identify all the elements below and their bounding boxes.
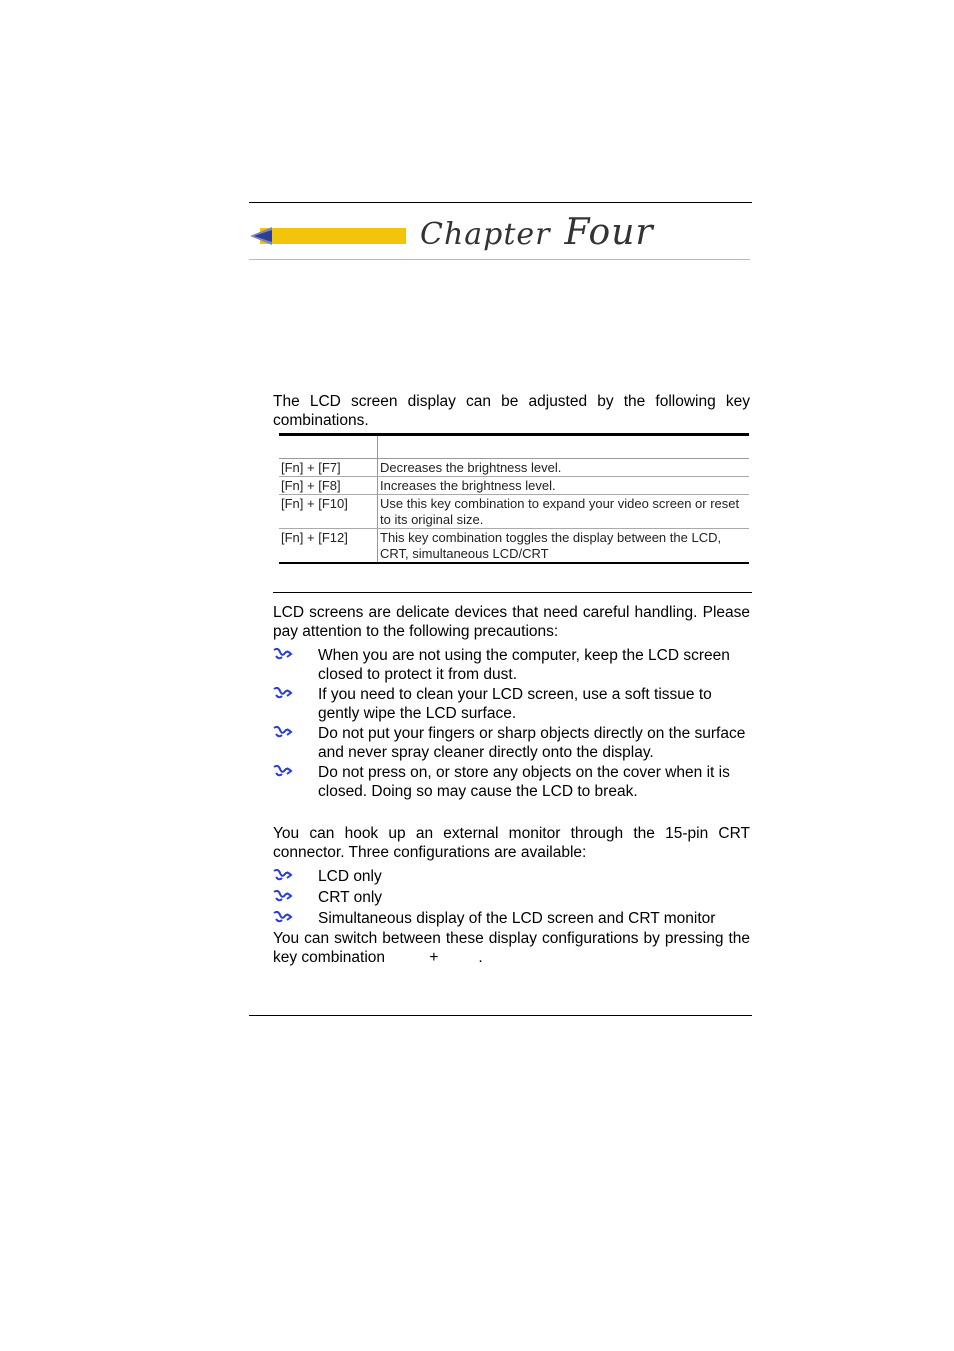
list-item: [273, 763, 750, 801]
description-cell: This key combination toggles the display between the LCD, CRT, simultaneous LCD/CRT: [378, 529, 750, 564]
bullet-icon: [273, 889, 293, 903]
bullet-icon: [273, 910, 293, 924]
list-item-text: LCD only: [318, 868, 382, 885]
table-header-description: [378, 435, 750, 459]
external-monitor-paragraph: You can hook up an external monitor through the 15-pin CRT connector. Three configurations are available:: [273, 825, 750, 861]
key-cell: [Fn] + [F12]: [279, 529, 378, 564]
chapter-rule: [249, 259, 750, 260]
chapter-number: Four: [564, 212, 654, 253]
list-item: [273, 909, 750, 928]
list-item-text: Do not put your fingers or sharp objects directly on the surface and never spray cleaner directly onto the display.: [318, 725, 746, 761]
table-row: [279, 477, 749, 495]
chapter-heading: [420, 212, 654, 253]
care-paragraph: LCD screens are delicate devices that need careful handling. Please pay attention to the following precautions:: [273, 604, 750, 640]
list-item: [273, 888, 750, 907]
key-cell: [Fn] + [F10]: [279, 495, 378, 529]
chapter-bar-icon: [250, 226, 406, 246]
intro-paragraph: The LCD screen display can be adjusted by the following key combinations.: [273, 393, 750, 429]
switch-end: .: [478, 949, 483, 966]
key-combination-table: [279, 433, 749, 564]
description-cell: Use this key combination to expand your video screen or reset to its original size.: [378, 495, 750, 529]
list-item-text: CRT only: [318, 889, 383, 906]
list-item-text: When you are not using the computer, keep the LCD screen closed to protect it from dust.: [318, 647, 730, 683]
care-list: [273, 646, 750, 801]
footer-rule: [249, 1015, 752, 1016]
list-item: [273, 685, 750, 723]
key-cell: [Fn] + [F8]: [279, 477, 378, 495]
header-rule: [249, 202, 752, 203]
switch-text: You can switch between these display configurations by pressing the key combination: [273, 930, 750, 966]
description-cell: Increases the brightness level.: [378, 477, 750, 495]
bullet-icon: [273, 868, 293, 882]
table-row: [279, 495, 749, 529]
list-item-text: Simultaneous display of the LCD screen and CRT monitor: [318, 910, 716, 927]
bullet-icon: [273, 725, 293, 739]
switch-paragraph: [273, 929, 750, 967]
table-header-row: [279, 435, 749, 459]
switch-plus: +: [429, 949, 439, 966]
list-item: [273, 646, 750, 684]
bullet-icon: [273, 647, 293, 661]
chapter-label: Chapter: [420, 217, 551, 252]
section-rule: [273, 592, 752, 593]
bullet-icon: [273, 764, 293, 778]
table-header-key: [279, 435, 378, 459]
list-item-text: Do not press on, or store any objects on the cover when it is closed. Doing so may cause the LCD to break.: [318, 764, 730, 800]
table-row: [279, 459, 749, 477]
key-cell: [Fn] + [F7]: [279, 459, 378, 477]
configuration-list: [273, 867, 750, 928]
list-item: [273, 724, 750, 762]
table-row: [279, 529, 749, 564]
bullet-icon: [273, 686, 293, 700]
description-cell: Decreases the brightness level.: [378, 459, 750, 477]
list-item: [273, 867, 750, 886]
list-item-text: If you need to clean your LCD screen, use a soft tissue to gently wipe the LCD surface.: [318, 686, 712, 722]
